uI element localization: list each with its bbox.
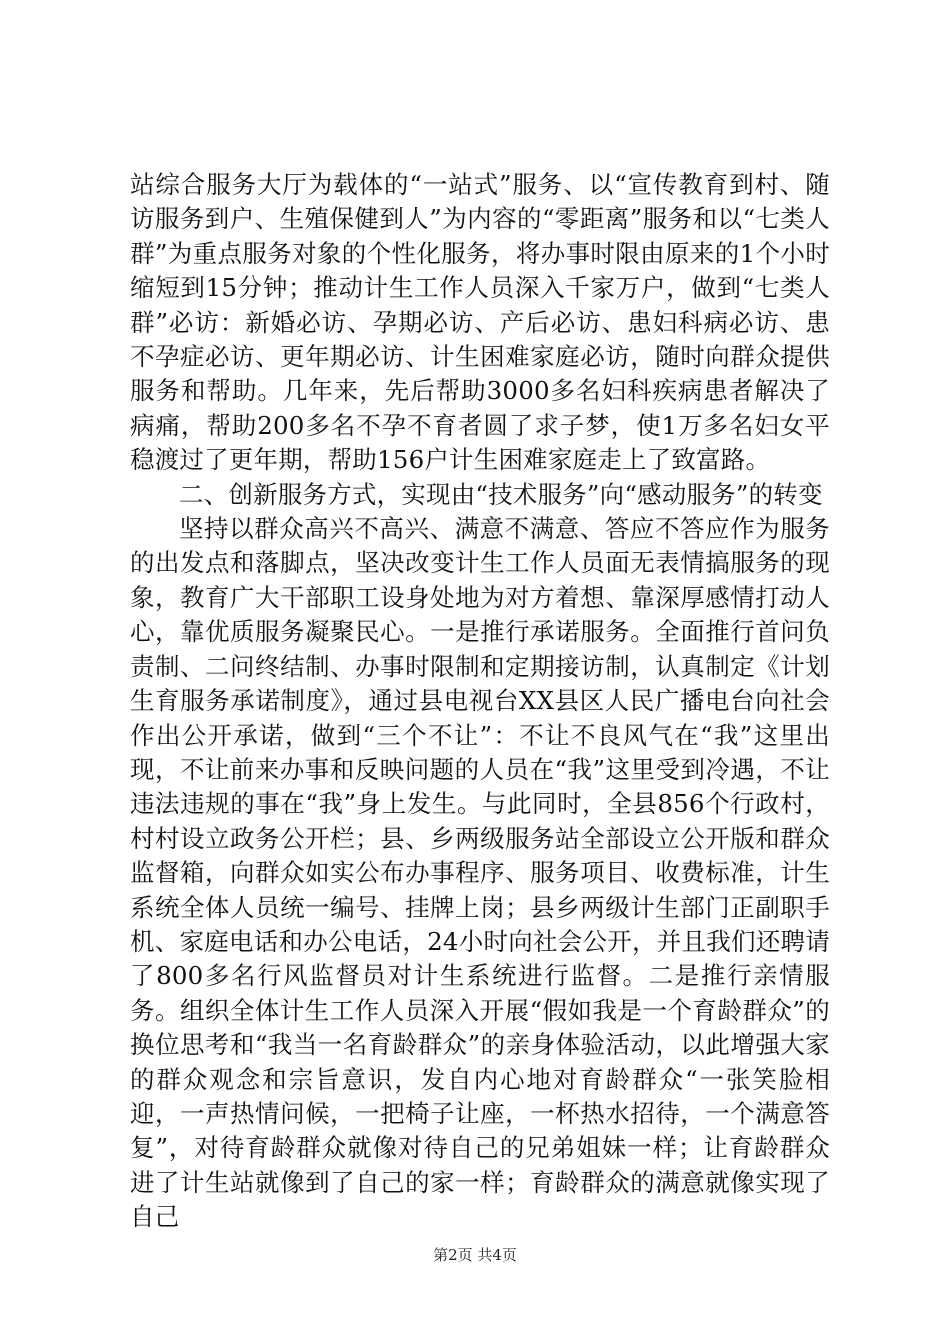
document-body — [130, 168, 830, 1235]
page-number-footer: 第2页 共4页 — [433, 1246, 517, 1264]
section-heading: 二、创新服务方式，实现由“技术服务”向“感动服务”的转变 — [179, 479, 823, 509]
paragraph-continuation: 站综合服务大厅为载体的“一站式”服务、以“宣传教育到村、随访服务到户、生殖保健到人”为内容的“零距离”服务和以“七类人群”为重点服务对象的个性化服务，将办事时限由原来的1个小时缩短到15分钟；推动计生工作人员深入千家万户，做到“七类人群”必访：新婚必访、孕期必访、产后必访、患妇科病必访、患不孕症必访、更年期必访、计生困难家庭必访，随时向群众提供服务和帮助。几年来，先后帮助3000多名妇科疾病患者解决了病痛，帮助200多名不孕不育者圆了求子梦，使1万多名妇女平稳渡过了更年期，帮助156户计生困难家庭走上了致富路。 — [130, 170, 830, 475]
paragraph-body: 坚持以群众高兴不高兴、满意不满意、答应不答应作为服务的出发点和落脚点，坚决改变计生工作人员面无表情搞服务的现象，教育广大干部职工设身处地为对方着想、靠深厚感情打动人心，靠优质服务凝聚民心。一是推行承诺服务。全面推行首问负责制、二问终结制、办事时限制和定期接访制，认真制定《计划生育服务承诺制度》，通过县电视台XX县区人民广播电台向社会作出公开承诺，做到“三个不让”：不让不良风气在“我”这里出现，不让前来办事和反映问题的人员在“我”这里受到冷遇，不让违法违规的事在“我”身上发生。与此同时，全县856个行政村，村村设立政务公开栏；县、乡两级服务站全部设立公开版和群众监督箱，向群众如实公布办事程序、服务项目、收费标准，计生系统全体人员统一编号、挂牌上岗；县乡两级计生部门正副职手机、家庭电话和办公电话，24小时向社会公开，并且我们还聘请了800多名行风监督员对计生系统进行监督。二是推行亲情服务。组织全体计生工作人员深入开展“假如我是一个育龄群众”的换位思考和“我当一名育龄群众”的亲身体验活动，以此增强大家的群众观念和宗旨意识，发自内心地对育龄群众“一张笑脸相迎，一声热情问候，一把椅子让座，一杯热水招待，一个满意答复”，对待育龄群众就像对待自己的兄弟姐妹一样；让育龄群众进了计生站就像到了自己的家一样；育龄群众的满意就像实现了自己 — [130, 514, 830, 1232]
